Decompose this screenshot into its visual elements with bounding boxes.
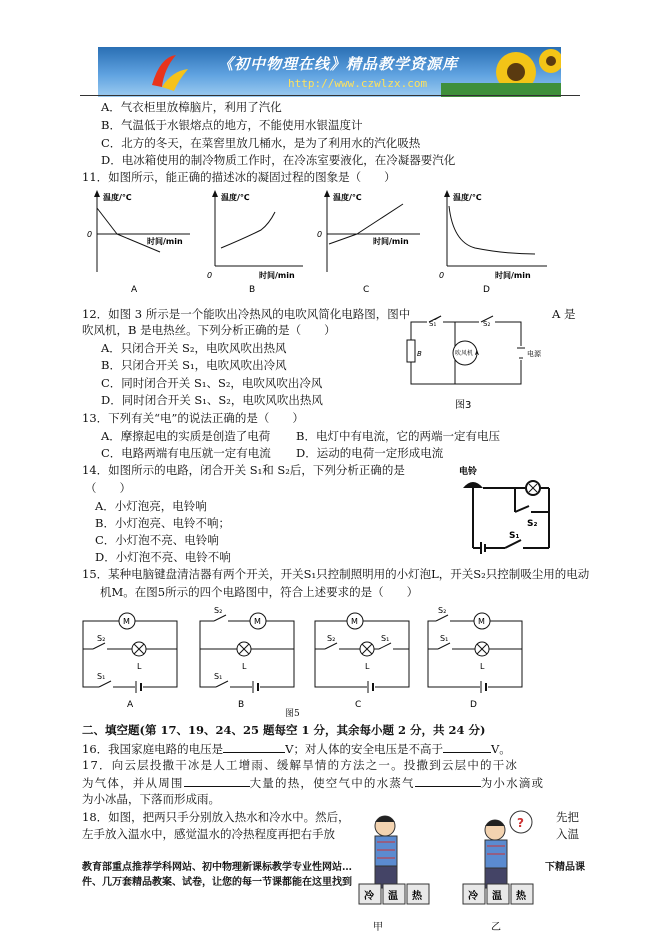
q12-line1-end: A 是 <box>552 307 576 321</box>
q15-circuit-c <box>307 603 417 713</box>
q15-circuit-d <box>420 603 530 713</box>
q14-circuit-figure <box>455 464 555 560</box>
q18-label-jia: 甲 <box>373 922 383 933</box>
q17-line3: 为小冰晶，下落而形成雨。 <box>82 792 220 806</box>
q18-jia-hot: 热 <box>412 891 422 902</box>
q12-fig-b: B <box>417 350 422 358</box>
q11-c-xlabel: 时间/min <box>373 237 409 246</box>
q11-c-origin: 0 <box>317 230 323 239</box>
q15-circuit-b <box>192 603 302 713</box>
q16-part-a: 16．我国家庭电路的电压是 <box>82 742 224 756</box>
q13-stem: 13．下列有关“电”的说法正确的是（ ） <box>82 411 304 425</box>
q13-option-a: A．摩擦起电的实质是创造了电荷 <box>101 429 271 443</box>
q12-option-b: B．只闭合开关 S₁，电吹风吹出冷风 <box>101 358 287 372</box>
q13-option-c: C．电路两端有电压就一定有电流 <box>101 446 271 460</box>
sunflower-image <box>441 47 561 97</box>
q12-fig-caption: 图3 <box>455 400 472 411</box>
q15-b-s1: S₁ <box>214 672 223 681</box>
q18-yi-warm: 温 <box>492 891 502 902</box>
q18-line1: 18．如图，把两只手分别放入热水和冷水中。然后， <box>82 810 350 824</box>
q11-a-ylabel: 温度/℃ <box>103 193 132 202</box>
footer-line2: 件、几万套精品教案、试卷，让您的每一节课都能在这里找到 <box>82 877 352 888</box>
header-banner <box>98 47 561 97</box>
footer-line1-end: 下精品课 <box>545 862 585 873</box>
q17-blank-2[interactable] <box>415 774 481 787</box>
q11-b-xlabel: 时间/min <box>259 271 295 280</box>
q11-a-xlabel: 时间/min <box>147 237 183 246</box>
q10-option-b: B．气温低于水银熔点的地方，不能使用水银温度计 <box>101 118 363 132</box>
q14-option-c: C．小灯泡不亮、电铃响 <box>95 533 219 547</box>
q12-fig-fan: 吹风机 A <box>455 350 480 357</box>
q17-part-b: 大量的热，使空气中的水蒸气 <box>249 776 415 790</box>
q15-d-s2: S₂ <box>438 606 447 615</box>
q15-a-m: M <box>123 617 130 626</box>
q14-stem: 14．如图所示的电路，闭合开关 S₁和 S₂后，下列分析正确的是 <box>82 463 405 477</box>
q18-question-mark: ? <box>517 816 524 830</box>
q11-a-origin: 0 <box>87 230 93 239</box>
q15-b-l: L <box>242 662 247 671</box>
q18-yi-cold: 冷 <box>468 891 478 902</box>
q12-fig-source: 电源 <box>527 350 541 358</box>
q15-c-letter: C <box>355 700 362 710</box>
q18-jia-warm: 温 <box>388 891 398 902</box>
q11-a-letter: A <box>131 285 138 295</box>
q14-option-d: D．小灯泡不亮、电铃不响 <box>95 550 231 564</box>
q14-fig-s2: S₂ <box>527 519 538 529</box>
q16-line <box>82 740 511 757</box>
q12-option-c: C．同时闭合开关 S₁、S₂，电吹风吹出冷风 <box>101 376 323 390</box>
section2-heading: 二、填空题(第 17、19、24、25 题每空 1 分，其余每小题 2 分，共 24 分) <box>82 723 486 737</box>
q15-d-m: M <box>478 617 485 626</box>
q16-part-c: V。 <box>490 742 511 756</box>
q11-d-xlabel: 时间/min <box>495 271 531 280</box>
q11-d-ylabel: 温度/℃ <box>453 193 482 202</box>
banner-url: http://www.czwlzx.com <box>288 77 428 90</box>
q10-option-d: D．电冰箱使用的制冷物质工作时，在冷冻室要液化，在冷凝器要汽化 <box>101 153 456 167</box>
q15-c-s2: S₂ <box>327 634 336 643</box>
q13-option-d: D．运动的电荷一定形成电流 <box>296 446 444 460</box>
q15-caption: 图5 <box>285 709 300 719</box>
q18-line1-end: 先把 <box>556 810 579 824</box>
q11-graph-b <box>203 186 313 296</box>
q18-label-yi: 乙 <box>491 922 501 933</box>
q15-d-letter: D <box>470 700 477 710</box>
q11-c-ylabel: 温度/℃ <box>333 193 362 202</box>
q15-d-l: L <box>480 662 485 671</box>
q15-b-m: M <box>254 617 261 626</box>
q11-d-origin: 0 <box>439 271 445 280</box>
q16-blank-2[interactable] <box>443 740 491 753</box>
q15-c-m: M <box>351 617 358 626</box>
q15-c-s1: S₁ <box>381 634 390 643</box>
q15-a-s2: S₂ <box>97 634 106 643</box>
q18-yi-hot: 热 <box>516 891 526 902</box>
q11-d-letter: D <box>483 285 490 295</box>
q12-fig-s1: S₁ <box>429 320 437 328</box>
banner-title: 《初中物理在线》精品教学资源库 <box>218 55 459 73</box>
q11-c-letter: C <box>363 285 370 295</box>
q13-option-b: B．电灯中有电流，它的两端一定有电压 <box>296 429 500 443</box>
q14-fig-s1: S₁ <box>509 531 520 541</box>
q17-part-c: 为小水滴或 <box>480 776 545 790</box>
q14-fig-bell: 电铃 <box>459 467 478 477</box>
q15-line2: 机M。在图5所示的四个电路图中，符合上述要求的是（ ） <box>100 585 419 599</box>
q15-d-s1: S₁ <box>440 634 449 643</box>
q15-line1: 15．某种电脑键盘清洁器有两个开关，开关S₁只控制照明用的小灯泡L，开关S₂只控制吸尘用的电动 <box>82 567 590 581</box>
q12-option-d: D．同时闭合开关 S₁、S₂，电吹风吹出热风 <box>101 393 323 407</box>
q17-blank-1[interactable] <box>184 774 250 787</box>
q10-option-a: A．气衣柜里放樟脑片，利用了汽化 <box>101 100 282 114</box>
q14-option-a: A．小灯泡亮，电铃响 <box>95 499 207 513</box>
q17-line1: 17．向云层投撒干冰是人工增雨、缓解旱情的方法之一。投撒到云层中的干冰 <box>82 758 519 772</box>
q12-circuit-figure <box>403 312 548 412</box>
q18-line2: 左手放入温水中，感觉温水的冷热程度再把右手放 <box>82 827 335 841</box>
q11-b-letter: B <box>249 285 256 295</box>
header-rule <box>80 95 580 96</box>
q16-blank-1[interactable] <box>223 740 285 753</box>
q15-circuit-a <box>75 603 185 713</box>
q15-a-l: L <box>137 662 142 671</box>
q12-option-a: A．只闭合开关 S₂，电吹风吹出热风 <box>101 341 287 355</box>
q18-jia-cold: 冷 <box>364 891 374 902</box>
q15-b-s2: S₂ <box>214 606 223 615</box>
q11-stem: 11．如图所示，能正确的描述冰的凝固过程的图象是（ ） <box>82 170 396 184</box>
q15-b-letter: B <box>238 700 245 710</box>
q12-fig-s2: S₂ <box>483 320 491 328</box>
q14-option-b: B．小灯泡亮、电铃不响； <box>95 516 230 530</box>
q11-b-origin: 0 <box>207 271 213 280</box>
q15-a-s1: S₁ <box>97 672 106 681</box>
q15-a-letter: A <box>127 700 134 710</box>
q12-line2: 吹风机，B 是电热丝。下列分析正确的是（ ） <box>82 323 336 337</box>
q15-c-l: L <box>365 662 370 671</box>
q12-line1: 12．如图 3 所示是一个能吹出冷热风的电吹风简化电路图，图中 <box>82 307 411 321</box>
logo-icon <box>138 47 198 97</box>
q11-graph-c <box>315 186 425 296</box>
q11-b-ylabel: 温度/℃ <box>221 193 250 202</box>
q18-illustration <box>355 808 555 936</box>
q11-graph-d <box>435 186 555 296</box>
q16-part-b: V；对人体的安全电压是不高于 <box>285 742 443 756</box>
q14-paren: （ ） <box>85 481 131 495</box>
q18-line2-end: 入温 <box>556 827 579 841</box>
footer-line1: 教育部重点推荐学科网站、初中物理新课标教学专业性网站… <box>82 862 352 873</box>
q10-option-c: C．北方的冬天，在菜窖里放几桶水，是为了利用水的汽化吸热 <box>101 136 421 150</box>
q17-part-a: 为气体，并从周围 <box>82 776 184 790</box>
q17-line2 <box>82 774 544 791</box>
q11-graph-a <box>85 186 195 296</box>
